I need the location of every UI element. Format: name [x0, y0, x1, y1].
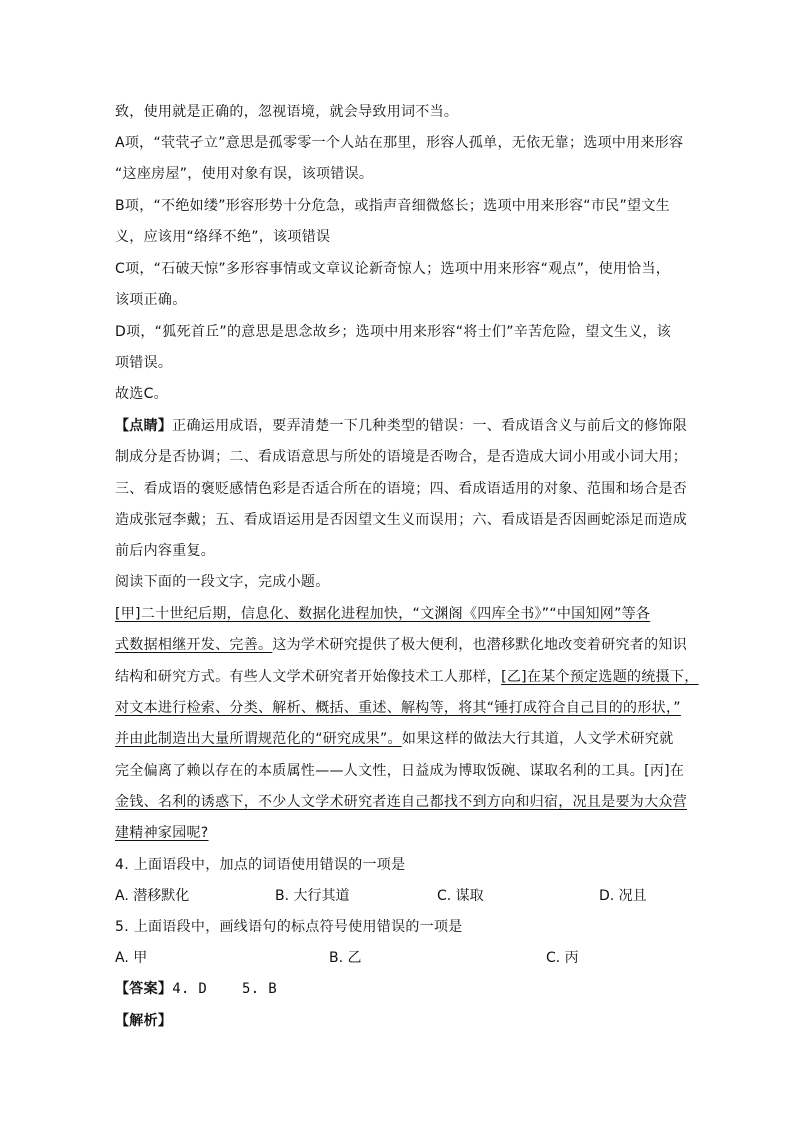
text-line: C项，“石破天惊”多形容事情或文章议论新奇惊人；选项中用来形容“观点”，使用恰当， [115, 261, 671, 277]
tip-line [115, 416, 687, 436]
text-line: 致，使用就是正确的，忽视语境，就会导致用词不当。 [115, 104, 459, 120]
underlined-sentence-jia: [甲]二十世纪后期，信息化、数据化进程加快，“文渊阁《四库全书》”“中国知网”等各 [115, 606, 651, 622]
tip-line: 三、看成语的褒贬感情色彩是否适合所在的语境；四、看成语适用的对象、范围和场合是否 [115, 481, 687, 497]
answer-text: 4. D 5. B [172, 981, 277, 997]
question-5-stem: 5. 上面语段中，画线语句的标点符号使用错误的一项是 [115, 919, 463, 935]
reading-intro: 阅读下面的一段文字，完成小题。 [115, 574, 330, 590]
text-line: “这座房屋”，使用对象有误，该项错误。 [115, 166, 374, 182]
underlined-sentence-jia-end: 式数据相继开发、完善。 [115, 637, 273, 653]
tip-line: 前后内容重复。 [115, 543, 216, 559]
text-line: A项，“茕茕孑立”意思是孤零零一个人站在那里，形容人孤单，无依无靠；选项中用来形容 [115, 135, 684, 151]
passage-line [115, 667, 699, 687]
analysis-tag: 【解析】 [115, 1013, 173, 1029]
text-line: D项，“狐死首丘”的意思是思念故乡；选项中用来形容“将士们”辛苦危险，望文生义，该 [115, 324, 672, 340]
question-4-option-a: A. 潜移默化 [115, 888, 190, 904]
underlined-sentence-yi-end: 并由此制造出大量所谓规范化的“研究成果”。 [115, 731, 402, 747]
question-4-option-b: B. 大行其道 [275, 888, 350, 904]
text-line: 故选C。 [115, 386, 168, 402]
passage-text: 结构和研究方式。有些人文学术研究者开始像技术工人那样， [115, 669, 502, 685]
passage-line [115, 729, 674, 749]
underlined-sentence-yi: [乙]在某个预定选题的统摄下， [501, 669, 699, 685]
passage-line [115, 635, 687, 655]
question-5-option-c: C. 丙 [546, 950, 579, 966]
answer-tag: 【答案】 [115, 981, 173, 997]
tip-line: 造成张冠李戴；五、看成语运用是否因望文生义而误用；六、看成语是否因画蛇添足而造成 [115, 512, 687, 528]
answer-line [115, 979, 277, 999]
passage-line [115, 604, 650, 624]
underlined-sentence-bing: 金钱、名利的诱惑下，不少人文学术研究者连自己都找不到方向和归宿，况且是要为大众营 [115, 794, 687, 810]
tip-tag: 【点睛】 [115, 418, 173, 434]
tip-text: 正确运用成语，要弄清楚一下几种类型的错误：一、看成语含义与前后文的修饰限 [172, 418, 688, 434]
passage-line: 完全偏离了赖以存在的本质属性——人文性，日益成为博取饭碗、谋取名利的工具。[丙]在 [115, 763, 685, 779]
question-5-option-b: B. 乙 [329, 950, 362, 966]
question-4-option-c: C. 谋取 [437, 888, 484, 904]
text-line: 义，应该用“络绎不绝”，该项错误 [115, 229, 331, 245]
tip-line: 制成分是否协调；二、看成语意思与所处的语境是否吻合，是否造成大词小用或小词大用； [115, 449, 687, 465]
passage-line [115, 698, 681, 718]
text-line: 该项正确。 [115, 292, 187, 308]
passage-line [115, 823, 209, 843]
underlined-sentence-bing-end: 建精神家园呢? [115, 825, 209, 841]
question-4-stem: 4. 上面语段中，加点的词语使用错误的一项是 [115, 857, 406, 873]
question-5-option-a: A. 甲 [115, 950, 148, 966]
underlined-sentence-yi-mid: 对文本进行检索、分类、解析、概括、重述、解构等，将其“锤打成符合自己目的的形状，” [115, 700, 681, 716]
passage-text: 这为学术研究提供了极大便利，也潜移默化地改变着研究者的知识 [272, 637, 688, 653]
question-4-option-d: D. 况且 [599, 888, 647, 904]
passage-text: 如果这样的做法大行其道，人文学术研究就 [401, 731, 674, 747]
text-line: B项，“不绝如缕”形容形势十分危急，或指声音细微悠长；选项中用来形容“市民”望文生 [115, 198, 670, 214]
text-line: 项错误。 [115, 355, 173, 371]
passage-line [115, 792, 687, 812]
